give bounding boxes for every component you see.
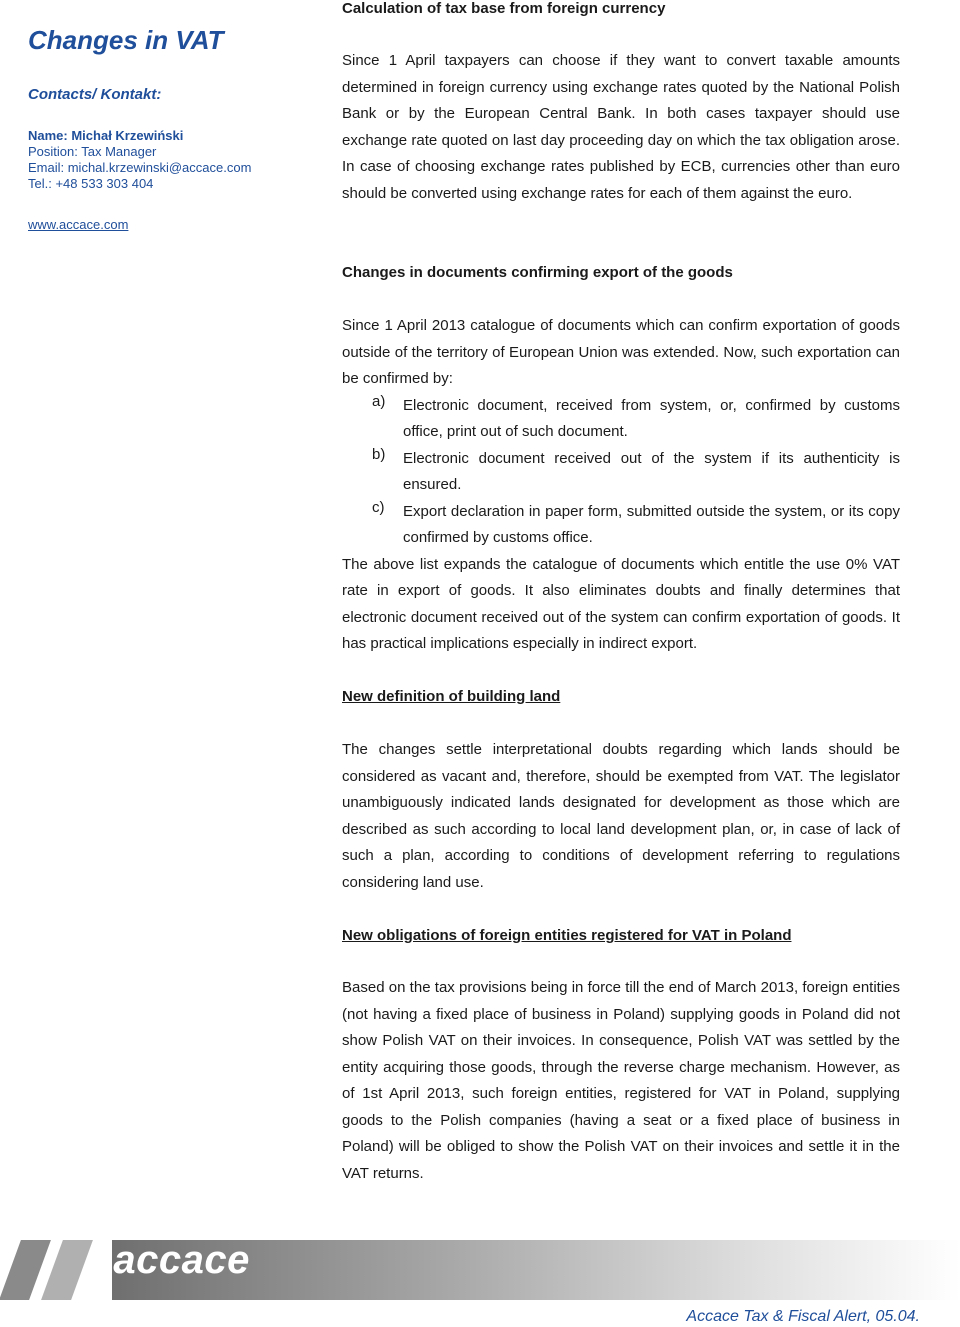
contact-position: Position: Tax Manager — [28, 144, 157, 159]
contact-email[interactable]: Email: michal.krzewinski@accace.com — [28, 160, 252, 175]
section-body-building-land — [342, 737, 900, 896]
list-text: Export declaration in paper form, submitted outside the system, or its copy confirmed by customs office. — [403, 502, 900, 546]
section-body-foreign-currency — [342, 48, 900, 207]
footer-bar — [41, 1240, 93, 1300]
list-text: Electronic document received out of the system if its authenticity is ensured. — [403, 449, 900, 493]
section-heading-building-land: New definition of building land — [342, 688, 561, 705]
footer-alert-label: Accace Tax & Fiscal Alert, 05.04. — [686, 1308, 920, 1325]
sidebar-title: Changes in VAT — [28, 25, 224, 55]
sidebar — [28, 24, 318, 232]
paragraph: Since 1 April taxpayers can choose if they want to convert taxable amounts determined in foreign currency using exchange rates quoted by the National Polish Bank or by the European Central Bank. In both cases taxpayer should use exchange rate quoted on last day proceeding day on which the tax obligation arose. In case of choosing exchange rates published by ECB, currencies other than euro should be converted using exchange rates for each of them against the euro. — [342, 52, 900, 202]
contact-name: Name: Michał Krzewiński — [28, 128, 184, 143]
paragraph: The above list expands the catalogue of documents which entitle the use 0% VAT rate in export of goods. It also eliminates doubts and finally determines that electronic document received out of the system can confirm exportation of goods. It has practical implications especially in indirect export. — [342, 555, 900, 652]
contacts-label: Contacts/ Kontakt: — [28, 86, 162, 103]
paragraph: The changes settle interpretational doubts regarding which lands should be considered as vacant and, therefore, should be exempted from VAT. The legislator unambiguously indicated lands designated for development as those which are described as such according to local land development plan, or, in case of lack of such a plan, according to conditions of development referring to regulations considering land use. — [342, 741, 900, 891]
accace-logo: .:accace — [88, 1238, 250, 1282]
paragraph: Since 1 April 2013 catalogue of documents which can confirm exportation of goods outside of the territory of European Union was extended. Now, such exportation can be confirmed by: — [342, 317, 900, 387]
list-item — [342, 393, 900, 446]
list-marker: b) — [372, 445, 386, 463]
contact-info — [28, 128, 251, 192]
section-heading-foreign-entities: New obligations of foreign entities registered for VAT in Poland — [342, 927, 792, 944]
list-item — [342, 446, 900, 499]
list-marker: c) — [372, 498, 385, 516]
section-body-export-documents — [342, 313, 900, 658]
list-text: Electronic document, received from system, or, confirmed by customs office, print out of such document. — [403, 396, 900, 440]
website-link[interactable]: www.accace.com — [28, 217, 129, 232]
section-heading-export-documents: Changes in documents confirming export of the goods — [342, 264, 733, 281]
section-heading-foreign-currency: Calculation of tax base from foreign currency — [342, 0, 666, 17]
paragraph: Based on the tax provisions being in force till the end of March 2013, foreign entities (not having a fixed place of business in Poland) supplying goods in Poland did not show Polish VAT on their invoices. In consequence, Polish VAT was settled by the entity acquiring those goods, through the reverse charge mechanism. However, as of 1st April 2013, such foreign entities, registered for VAT in Poland, supplying goods to the Polish companies (having a seat or a fixed place of business in Poland) will be obliged to show the Polish VAT on their invoices and settle it in the VAT returns. — [342, 979, 900, 1182]
section-body-foreign-entities — [342, 975, 900, 1187]
contact-phone: Tel.: +48 533 303 404 — [28, 176, 154, 191]
list-marker: a) — [372, 392, 386, 410]
list-item — [342, 499, 900, 552]
